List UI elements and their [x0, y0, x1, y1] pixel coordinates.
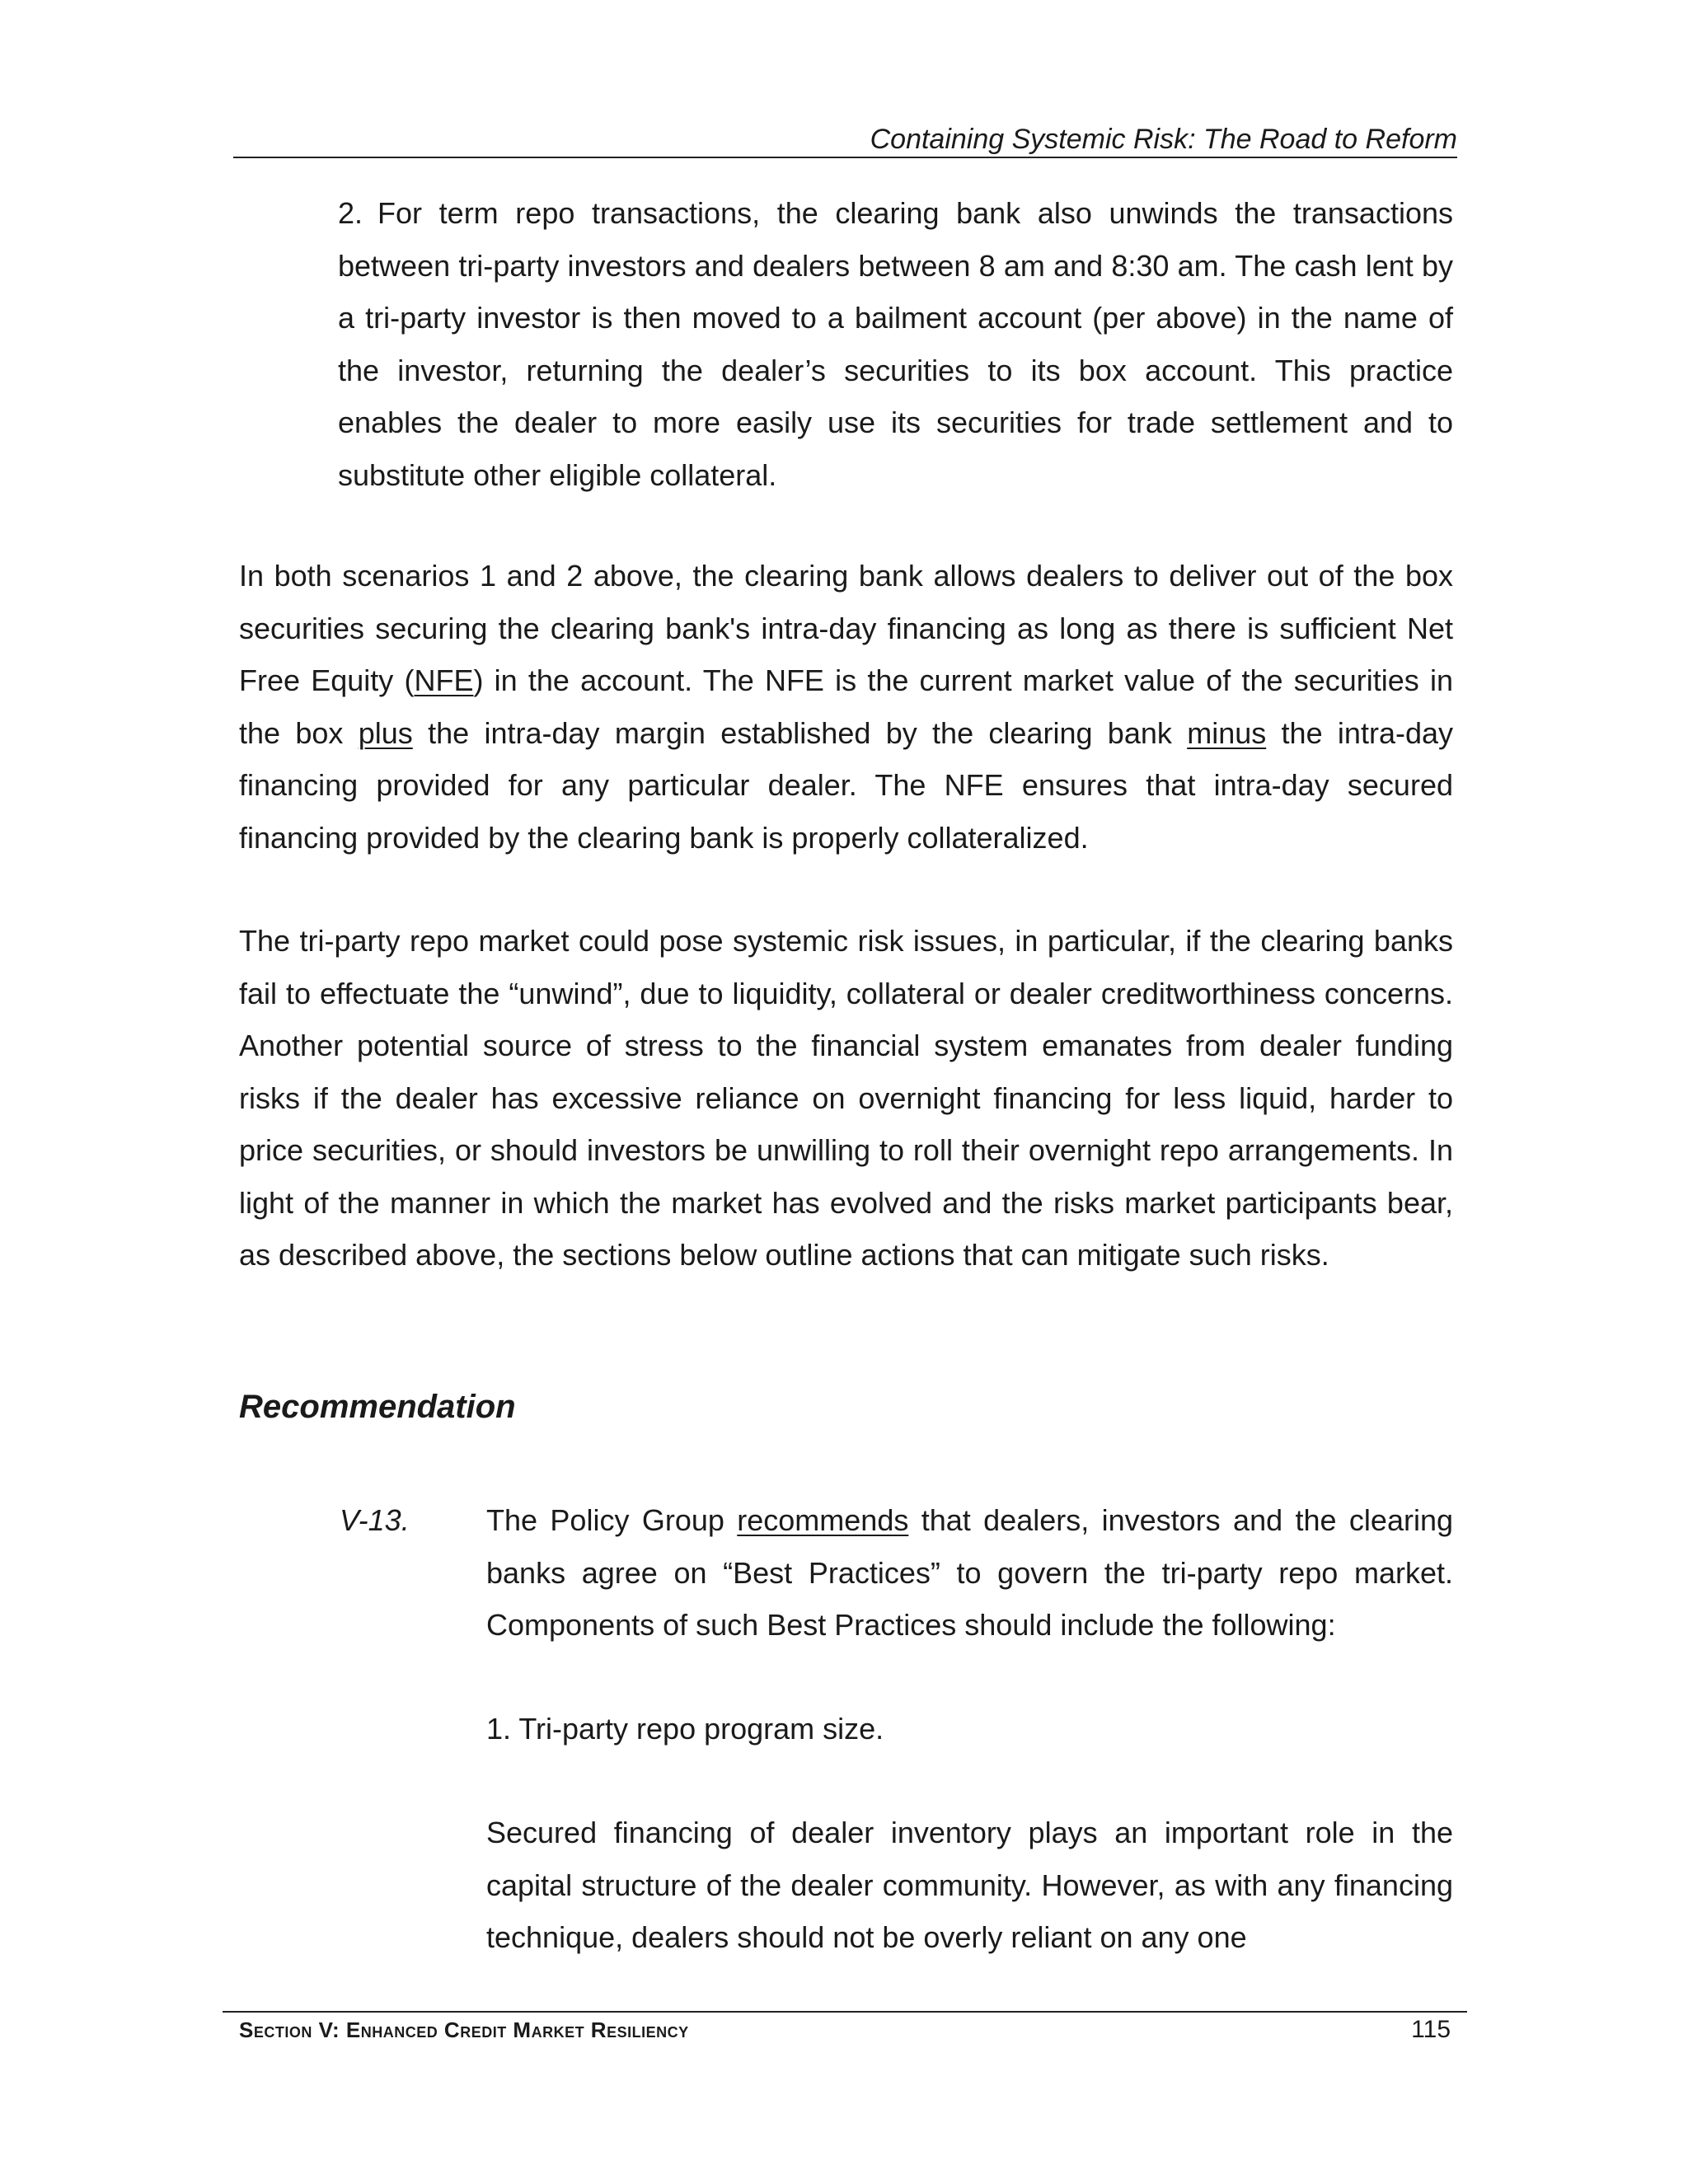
systemic-risk-text: The tri-party repo market could pose systemic risk issues, in particular, if the clearing banks fail to effectuate the “unwind”, due to liquidity, collateral or dealer creditworthiness concerns. Another potential source of stress to the financial system emanates from dealer funding risks if the dealer has excessive reliance on overnight financing for less liquid, harder to price securities, or should investors be unwilling to roll their overnight repo arrangements. In light of the manner in which the market has evolved and the risks market participants bear, as described above, the sections below outline actions that can mitigate such risks. [239, 924, 1453, 1272]
recommendation-label: V-13. [340, 1503, 410, 1537]
nfe-text-part1: In both scenarios 1 and 2 above, the clearing bank allows dealers to deliver out of the box securities securing the clearing bank's intra-day financing as long as there is sufficient Net Free Equity ( [239, 559, 1453, 697]
sub-item-1-text: 1. Tri-party repo program size. [486, 1712, 884, 1746]
sub-paragraph-text: Secured financing of dealer inventory plays an important role in the capital structure of the dealer community. However, as with any financing technique, dealers should not be overly reliant on any one [486, 1816, 1453, 1954]
running-title: Containing Systemic Risk: The Road to Reform [870, 124, 1457, 155]
paragraph-systemic-risk [239, 915, 1453, 1282]
nfe-abbreviation: NFE [414, 663, 474, 697]
nfe-text-part4: the intra-day financing provided for any particular dealer. The NFE ensures that intra-day secured financing provided by the clearing bank is properly collateralized. [239, 715, 1453, 855]
page-number: 115 [1411, 2016, 1451, 2043]
paragraph-nfe [239, 550, 1453, 864]
minus-emphasis: minus [1187, 715, 1267, 750]
item-2-text: For term repo transactions, the clearing bank also unwinds the transactions between tri-party investors and dealers between 8 am and 8:30 am. The cash lent by a tri-party investor is then moved to a bailment account (per above) in the name of the investor, returning the dealer’s securities to its box account. This practice enables the dealer to more easily use its securities for trade settlement and to substitute other eligible collateral. [338, 196, 1453, 492]
sub-item-1 [486, 1703, 1453, 1755]
plus-emphasis: plus [358, 715, 413, 750]
recommends-emphasis: recommends [737, 1503, 909, 1537]
nfe-text-part2: ) in the account. The NFE is the current market value of the securities in the box [239, 663, 1453, 750]
recommendation-text [486, 1494, 1453, 1652]
section-heading: Recommendation [239, 1389, 516, 1425]
recommendation-text-part1: The Policy Group [486, 1503, 738, 1537]
item-number: 2. [338, 196, 363, 230]
page-footer [223, 2011, 1467, 2049]
running-header [233, 122, 1457, 158]
sub-paragraph [486, 1807, 1453, 1964]
numbered-item-2 [338, 187, 1453, 501]
footer-section-title: Section V: Enhanced Credit Market Resiliency [239, 2018, 689, 2042]
recommendation-text-part2: that dealers, investors and the clearing banks agree on “Best Practices” to govern the tri-party repo market. Components of such Best Practices should include the following: [486, 1503, 1453, 1642]
nfe-text-part3: the intra-day margin established by the clearing bank [412, 715, 1188, 750]
